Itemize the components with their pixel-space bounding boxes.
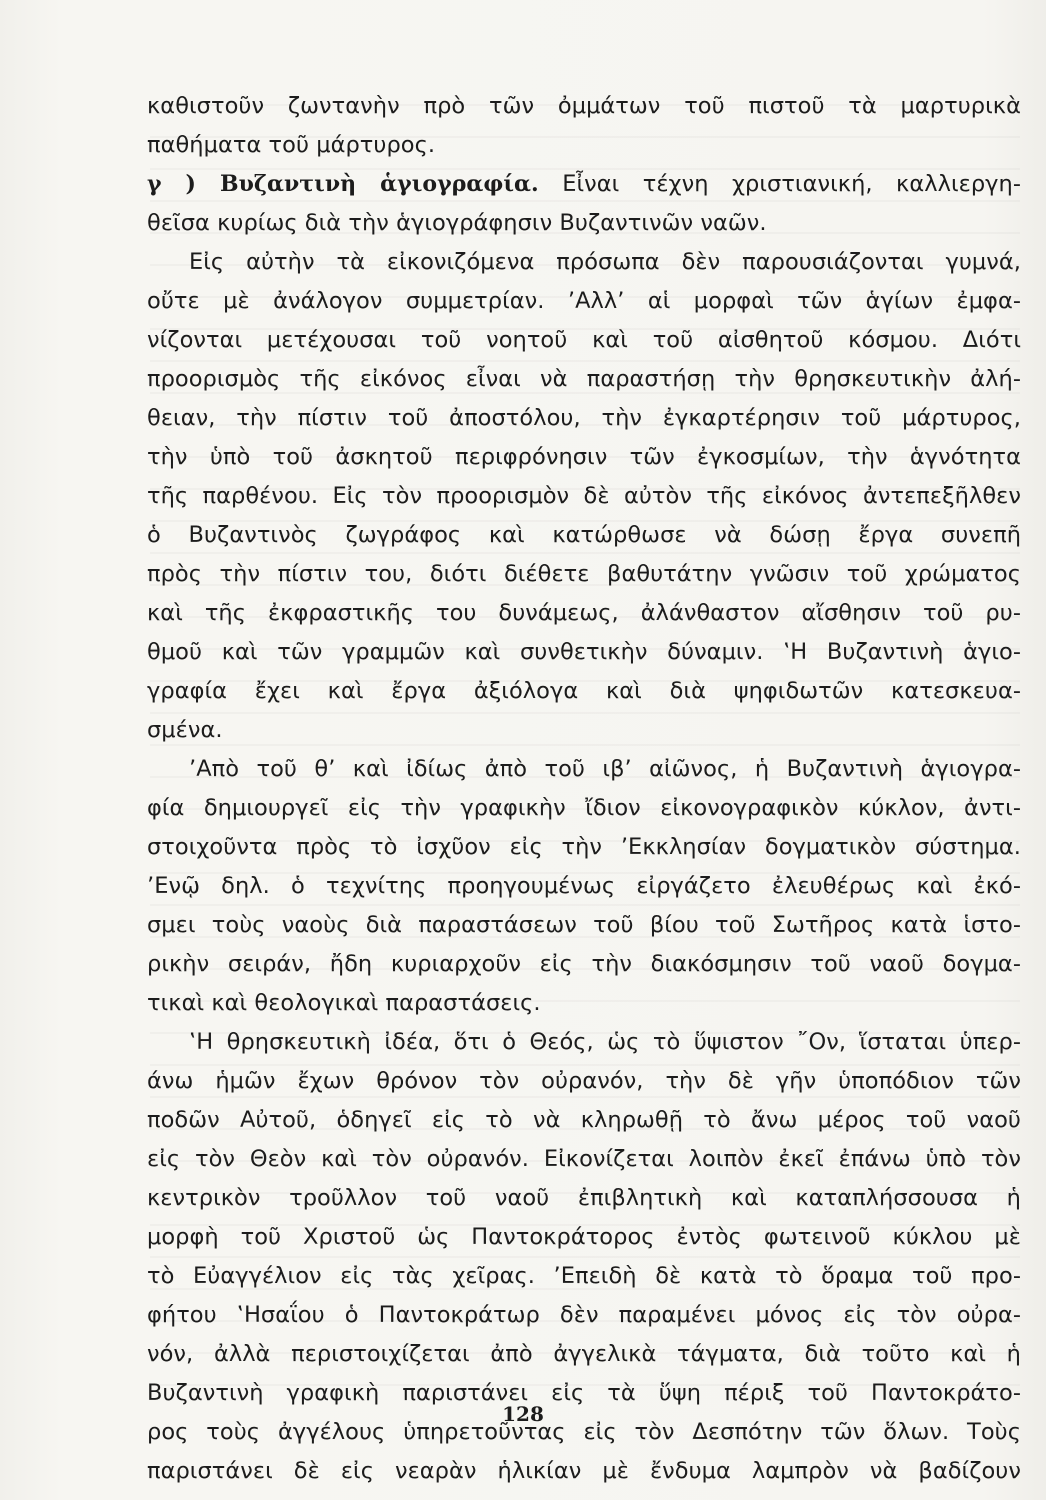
text-line: θεῖσα κυρίως διὰ τὴν ἁγιογράφησιν Βυζαντινῶν ναῶν.: [147, 210, 767, 236]
text-line: θμοῦ καὶ τῶν γραμμῶν καὶ συνθετικὴν δύναμιν. ‛Η Βυζαντινὴ ἁγιο-: [147, 639, 1021, 665]
body-text: [147, 87, 1021, 1491]
text-line: ’Ενῷ δηλ. ὁ τεχνίτης προηγουμένως εἰργάζετο ἐλευθέρως καὶ ἐκό-: [147, 873, 1021, 899]
text-line: πρὸς τὴν πίστιν του, διότι διέθετε βαθυτάτην γνῶσιν τοῦ χρώματος: [147, 561, 1021, 587]
text-line: σμένα.: [147, 717, 223, 743]
text-line-rest: Εἶναι τέχνη χριστιανική, καλλιεργη-: [562, 171, 1022, 197]
text-line: Εἰς αὐτὴν τὰ εἰκονιζόμενα πρόσωπα δὲν παρουσιάζονται γυμνά,: [189, 249, 1021, 275]
text-line: ποδῶν Αὐτοῦ, ὁδηγεῖ εἰς τὸ νὰ κληρωθῇ τὸ ἄνω μέρος τοῦ ναοῦ: [147, 1107, 1021, 1133]
text-line: στοιχοῦντα πρὸς τὸ ἰσχῦον εἰς τὴν ’Εκκλησίαν δογματικὸν σύστημα.: [147, 834, 1021, 860]
page-number: 128: [502, 1402, 544, 1426]
text-line: τικαὶ καὶ θεολογικαὶ παραστάσεις.: [147, 990, 541, 1016]
text-line: γραφία ἔχει καὶ ἔργα ἀξιόλογα καὶ διὰ ψηφιδωτῶν κατεσκευα-: [147, 678, 1021, 704]
section-heading: γ ) Βυζαντινὴ ἁγιογραφία.: [147, 171, 539, 197]
text-line: καὶ τῆς ἐκφραστικῆς του δυνάμεως, ἀλάνθαστον αἴσθησιν τοῦ ρυ-: [147, 600, 1021, 626]
text-line: ρος τοὺς ἀγγέλους ὑπηρετοῦντας εἰς τὸν Δεσπότην τῶν ὅλων. Τοὺς: [147, 1419, 1021, 1445]
text-line: φία δημιουργεῖ εἰς τὴν γραφικὴν ἴδιον εἰκονογραφικὸν κύκλον, ἀντι-: [147, 795, 1021, 821]
text-line: φήτου ‛Ησαΐου ὁ Παντοκράτωρ δὲν παραμένει μόνος εἰς τὸν οὐρα-: [147, 1302, 1021, 1328]
text-line: θειαν, τὴν πίστιν τοῦ ἀποστόλου, τὴν ἐγκαρτέρησιν τοῦ μάρτυρος,: [147, 405, 1021, 431]
text-line: νίζονται μετέχουσαι τοῦ νοητοῦ καὶ τοῦ αἰσθητοῦ κόσμου. Διότι: [147, 327, 1021, 353]
text-line-with-heading: [147, 165, 1021, 204]
text-line: καθιστοῦν ζωντανὴν πρὸ τῶν ὀμμάτων τοῦ πιστοῦ τὰ μαρτυρικὰ: [147, 93, 1021, 119]
text-line: τὴν ὑπὸ τοῦ ἀσκητοῦ περιφρόνησιν τῶν ἐγκοσμίων, τὴν ἁγνότητα: [147, 444, 1021, 470]
text-line: Βυζαντινὴ γραφικὴ παριστάνει εἰς τὰ ὕψη πέριξ τοῦ Παντοκράτο-: [147, 1380, 1021, 1406]
text-line: σμει τοὺς ναοὺς διὰ παραστάσεων τοῦ βίου τοῦ Σωτῆρος κατὰ ἱστο-: [147, 912, 1021, 938]
text-line: τῆς παρθένου. Εἰς τὸν προορισμὸν δὲ αὐτὸν τῆς εἰκόνος ἀντεπεξῆλθεν: [147, 483, 1021, 509]
text-line: εἰς τὸν Θεὸν καὶ τὸν οὐρανόν. Εἰκονίζεται λοιπὸν ἐκεῖ ἐπάνω ὑπὸ τὸν: [147, 1146, 1021, 1172]
text-line: ὁ Βυζαντινὸς ζωγράφος καὶ κατώρθωσε νὰ δώσῃ ἔργα συνεπῆ: [147, 522, 1021, 548]
text-line: οὔτε μὲ ἀνάλογον συμμετρίαν. ’Αλλ’ αἱ μορφαὶ τῶν ἁγίων ἐμφα-: [147, 288, 1021, 314]
text-line: μορφὴ τοῦ Χριστοῦ ὡς Παντοκράτορος ἐντὸς φωτεινοῦ κύκλου μὲ: [147, 1224, 1021, 1250]
text-line: ’Απὸ τοῦ θ’ καὶ ἰδίως ἀπὸ τοῦ ιβ’ αἰῶνος, ἡ Βυζαντινὴ ἁγιογρα-: [189, 756, 1021, 782]
text-line: τὸ Εὐαγγέλιον εἰς τὰς χεῖρας. ’Επειδὴ δὲ κατὰ τὸ ὅραμα τοῦ προ-: [147, 1263, 1021, 1289]
text-line: νόν, ἀλλὰ περιστοιχίζεται ἀπὸ ἀγγελικὰ τάγματα, διὰ τοῦτο καὶ ἡ: [147, 1341, 1021, 1367]
text-line: παθήματα τοῦ μάρτυρος.: [147, 132, 436, 158]
text-line: κεντρικὸν τροῦλλον τοῦ ναοῦ ἐπιβλητικὴ καὶ καταπλήσσουσα ἡ: [147, 1185, 1021, 1211]
text-line: άνω ἡμῶν ἔχων θρόνον τὸν οὐρανόν, τὴν δὲ γῆν ὑποπόδιον τῶν: [147, 1068, 1021, 1094]
text-line: ‛Η θρησκευτικὴ ἰδέα, ὅτι ὁ Θεός, ὡς τὸ ὕψιστον ῎Ον, ἵσταται ὑπερ-: [189, 1029, 1021, 1055]
text-line: παριστάνει δὲ εἰς νεαρὰν ἡλικίαν μὲ ἔνδυμα λαμπρὸν νὰ βαδίζουν: [147, 1458, 1021, 1484]
text-line: ρικὴν σειράν, ἤδη κυριαρχοῦν εἰς τὴν διακόσμησιν τοῦ ναοῦ δογμα-: [147, 951, 1021, 977]
text-line: προορισμὸς τῆς εἰκόνος εἶναι νὰ παραστήσῃ τὴν θρησκευτικὴν ἀλή-: [147, 366, 1021, 392]
